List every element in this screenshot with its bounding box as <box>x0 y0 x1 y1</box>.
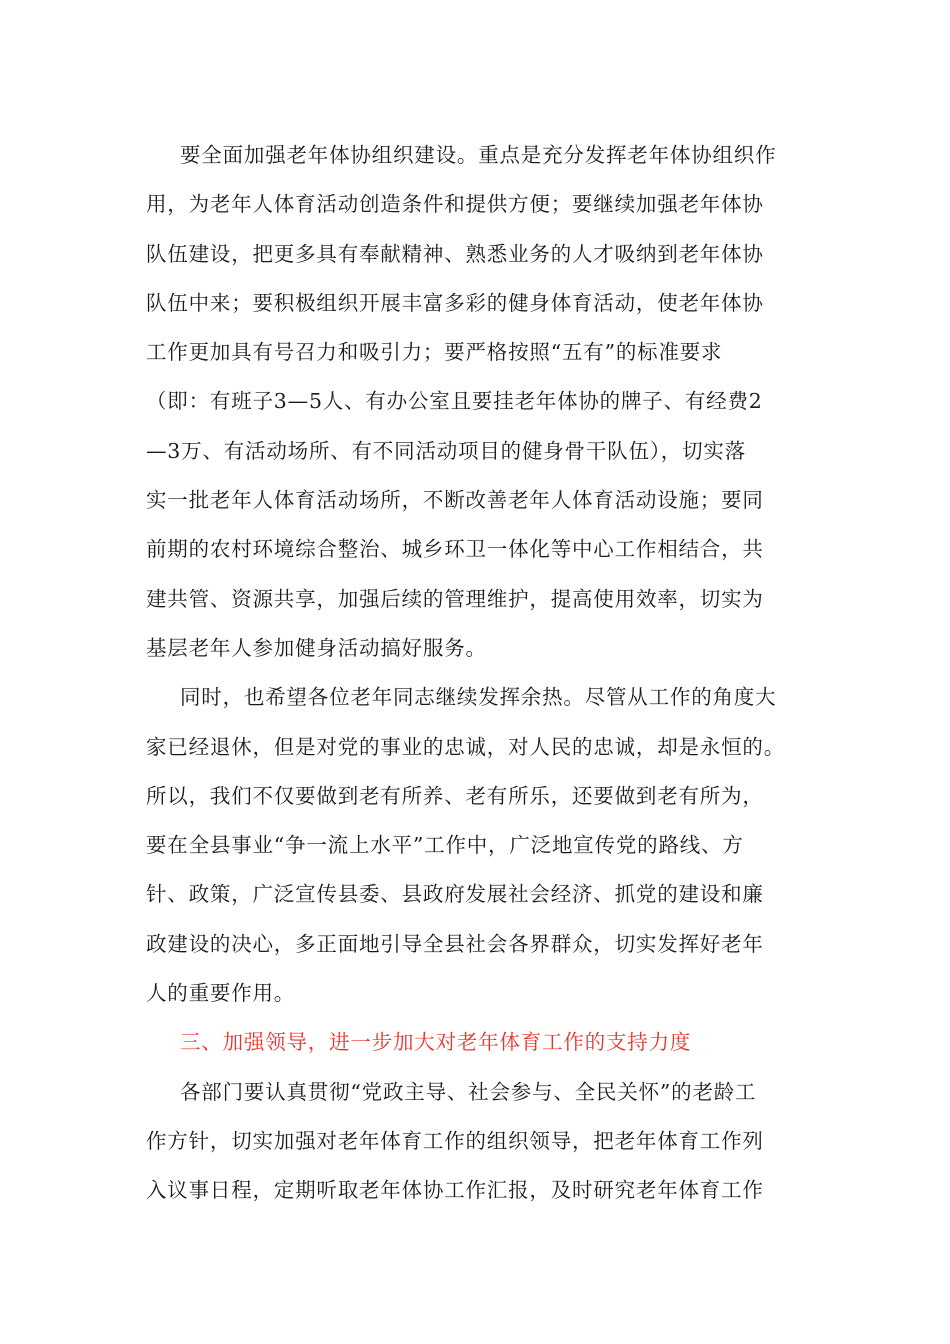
paragraph-1-line-10: 建共管、资源共享，加强后续的管理维护，提高使用效率，切实为 <box>146 586 764 611</box>
paragraph-1-line-5: 工作更加具有号召力和吸引力；要严格按照“五有”的标准要求 <box>146 340 723 365</box>
paragraph-1-line-2: 用，为老年人体育活动创造条件和提供方便；要继续加强老年体协 <box>146 192 764 217</box>
paragraph-3-line-3: 入议事日程，定期听取老年体协工作汇报，及时研究老年体育工作 <box>146 1178 764 1203</box>
paragraph-1-line-1: 要全面加强老年体协组织建设。重点是充分发挥老年体协组织作 <box>180 143 777 167</box>
section-heading: 三、加强领导，进一步加大对老年体育工作的支持力度 <box>180 1030 692 1055</box>
paragraph-1-line-3: 队伍建设，把更多具有奉献精神、熟悉业务的人才吸纳到老年体协 <box>146 241 764 266</box>
paragraph-1-line-8: 实一批老年人体育活动场所，不断改善老年人体育活动设施；要同 <box>146 488 764 513</box>
paragraph-1-line-9: 前期的农村环境综合整治、城乡环卫一体化等中心工作相结合，共 <box>146 537 764 562</box>
paragraph-2-line-7: 人的重要作用。 <box>146 981 296 1006</box>
paragraph-1-line-11: 基层老年人参加健身活动搞好服务。 <box>146 635 487 660</box>
paragraph-2-line-3: 所以，我们不仅要做到老有所养、老有所乐，还要做到老有所为， <box>146 783 764 808</box>
paragraph-2-line-4: 要在全县事业“争一流上水平”工作中，广泛地宣传党的路线、方 <box>146 833 744 858</box>
paragraph-1-line-7: —3万、有活动场所、有不同活动项目的健身骨干队伍），切实落 <box>146 438 746 463</box>
paragraph-3-line-2: 作方针，切实加强对老年体育工作的组织领导，把老年体育工作列 <box>146 1128 764 1153</box>
paragraph-2-line-2: 家已经退休，但是对党的事业的忠诚，对人民的忠诚，却是永恒的。 <box>146 734 785 759</box>
body-text <box>146 131 826 1216</box>
paragraph-3-line-1: 各部门要认真贯彻“党政主导、社会参与、全民关怀”的老龄工 <box>180 1079 757 1104</box>
paragraph-2-line-6: 政建设的决心，多正面地引导全县社会各界群众，切实发挥好老年 <box>146 931 764 956</box>
paragraph-2-line-1: 同时，也希望各位老年同志继续发挥余热。尽管从工作的角度大 <box>180 685 777 710</box>
paragraph-2-line-5: 针、政策，广泛宣传县委、县政府发展社会经济、抓党的建设和廉 <box>146 882 764 907</box>
paragraph-1-line-4: 队伍中来；要积极组织开展丰富多彩的健身体育活动，使老年体协 <box>146 290 764 315</box>
paragraph-1-line-6: （即：有班子3—5人、有办公室且要挂老年体协的牌子、有经费2 <box>146 389 763 414</box>
